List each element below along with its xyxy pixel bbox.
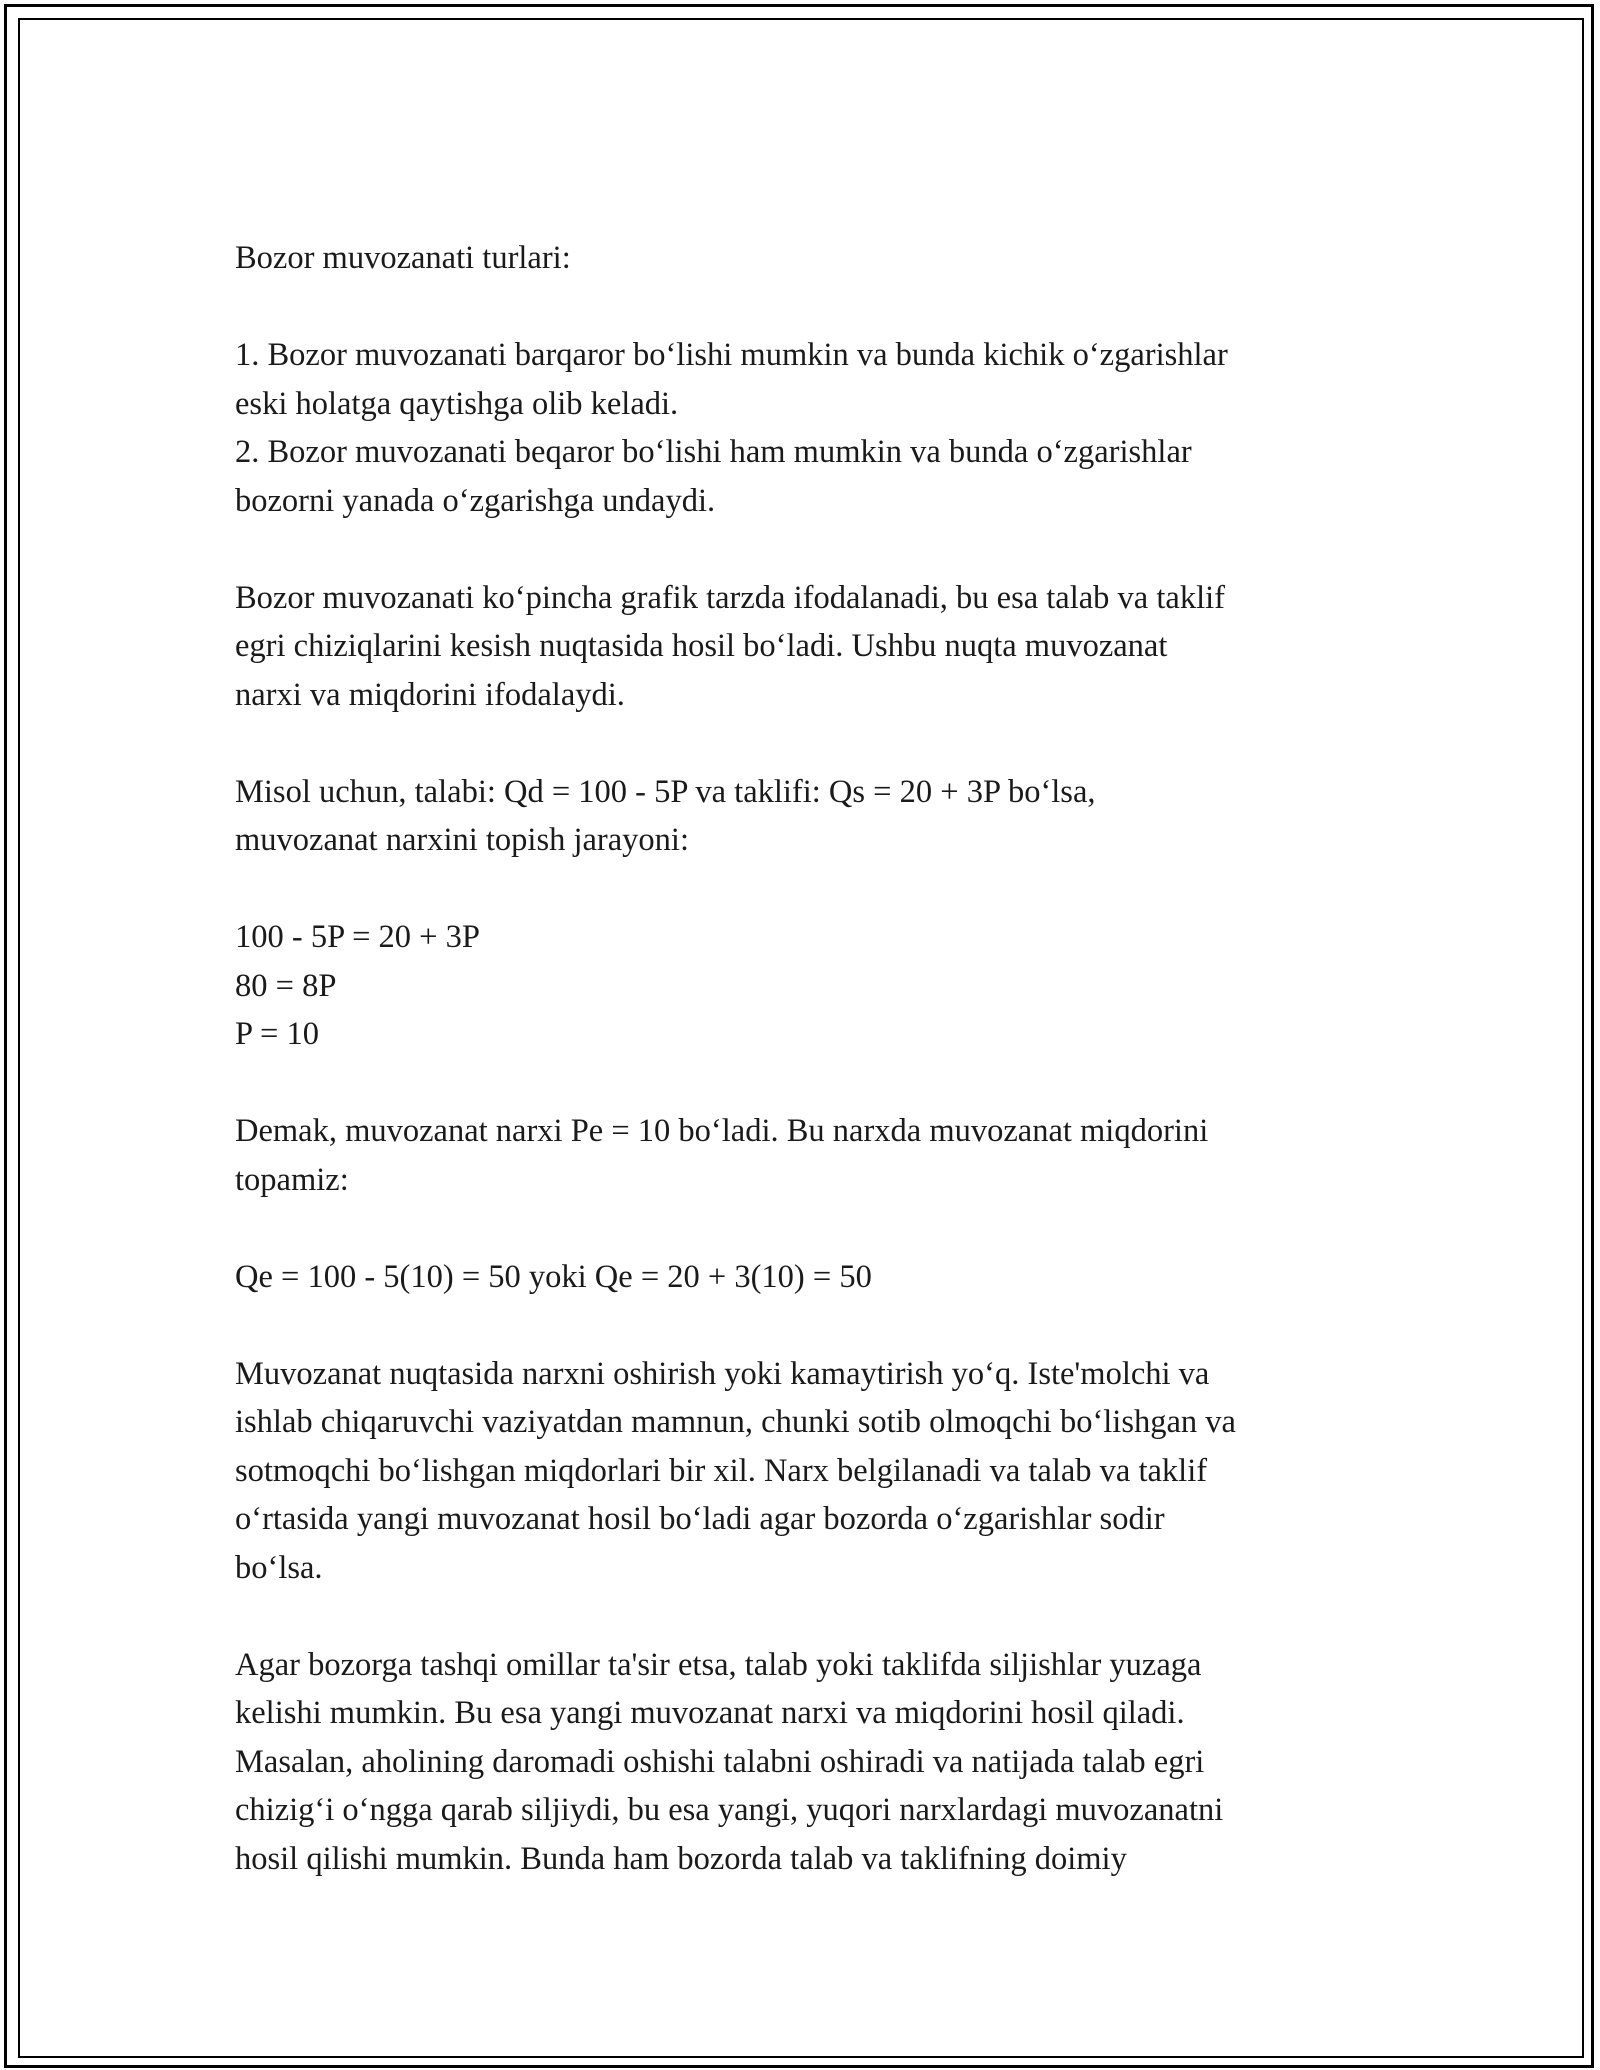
document-body bbox=[235, 234, 1385, 1883]
paragraph-equilibrium-line-3: sotmoqchi bo‘lishgan miqdorlari bir xil. Narx belgilanadi va talab va taklif bbox=[235, 1452, 1208, 1489]
paragraph-result-line-2: topamiz: bbox=[235, 1161, 349, 1198]
paragraph-equilibrium-line-5: bo‘lsa. bbox=[235, 1549, 323, 1586]
blank-line bbox=[235, 1592, 1385, 1641]
blank-line bbox=[235, 1301, 1385, 1350]
paragraph-result-line-1: Demak, muvozanat narxi Pe = 10 bo‘ladi. Bu narxda muvozanat miqdorini bbox=[235, 1113, 1209, 1149]
document-heading: Bozor muvozanati turlari: bbox=[235, 240, 571, 276]
paragraph-graph-line-1: Bozor muvozanati ko‘pincha grafik tarzda ifodalanadi, bu esa talab va taklif bbox=[235, 579, 1225, 616]
blank-line bbox=[235, 283, 1385, 332]
paragraph-shift-line-5: hosil qilishi mumkin. Bunda ham bozorda talab va taklifning doimiy bbox=[235, 1840, 1127, 1877]
paragraph-equilibrium-line-1: Muvozanat nuqtasida narxni oshirish yoki kamaytirish yo‘q. Iste'molchi va bbox=[235, 1355, 1210, 1392]
list-item-2-line-2: bozorni yanada o‘zgarishga undaydi. bbox=[235, 482, 716, 519]
list-item-2-line-1: 2. Bozor muvozanati beqaror bo‘lishi ham mumkin va bunda o‘zgarishlar bbox=[235, 434, 1192, 470]
blank-line bbox=[235, 1204, 1385, 1253]
paragraph-graph-line-3: narxi va miqdorini ifodalaydi. bbox=[235, 676, 625, 713]
paragraph-shift-line-4: chizig‘i o‘ngga qarab siljiydi, bu esa yangi, yuqori narxlardagi muvozanatni bbox=[235, 1792, 1224, 1828]
paragraph-example-line-1: Misol uchun, talabi: Qd = 100 - 5P va taklifi: Qs = 20 + 3P bo‘lsa, bbox=[235, 773, 1096, 810]
list-item-1-line-1: 1. Bozor muvozanati barqaror bo‘lishi mumkin va bunda kichik o‘zgarishlar bbox=[235, 337, 1228, 373]
paragraph-example-line-2: muvozanat narxini topish jarayoni: bbox=[235, 822, 689, 858]
equation-line-1: 100 - 5P = 20 + 3P bbox=[235, 919, 480, 955]
blank-line bbox=[235, 1059, 1385, 1108]
paragraph-equilibrium-line-2: ishlab chiqaruvchi vaziyatdan mamnun, chunki sotib olmoqchi bo‘lishgan va bbox=[235, 1404, 1236, 1440]
paragraph-shift-line-2: kelishi mumkin. Bu esa yangi muvozanat narxi va miqdorini hosil qiladi. bbox=[235, 1695, 1185, 1731]
blank-line bbox=[235, 865, 1385, 914]
equation-line-2: 80 = 8P bbox=[235, 967, 337, 1004]
paragraph-equilibrium-line-4: o‘rtasida yangi muvozanat hosil bo‘ladi agar bozorda o‘zgarishlar sodir bbox=[235, 1501, 1165, 1537]
blank-line bbox=[235, 719, 1385, 768]
equation-line-3: P = 10 bbox=[235, 1016, 319, 1052]
blank-line bbox=[235, 525, 1385, 574]
paragraph-graph-line-2: egri chiziqlarini kesish nuqtasida hosil bo‘ladi. Ushbu nuqta muvozanat bbox=[235, 628, 1168, 664]
paragraph-shift-line-1: Agar bozorga tashqi omillar ta'sir etsa, talab yoki taklifda siljishlar yuzaga bbox=[235, 1646, 1202, 1683]
equation-quantity: Qe = 100 - 5(10) = 50 yoki Qe = 20 + 3(10) = 50 bbox=[235, 1258, 872, 1295]
list-item-1-line-2: eski holatga qaytishga olib keladi. bbox=[235, 385, 679, 422]
paragraph-shift-line-3: Masalan, aholining daromadi oshishi talabni oshiradi va natijada talab egri bbox=[235, 1743, 1205, 1780]
